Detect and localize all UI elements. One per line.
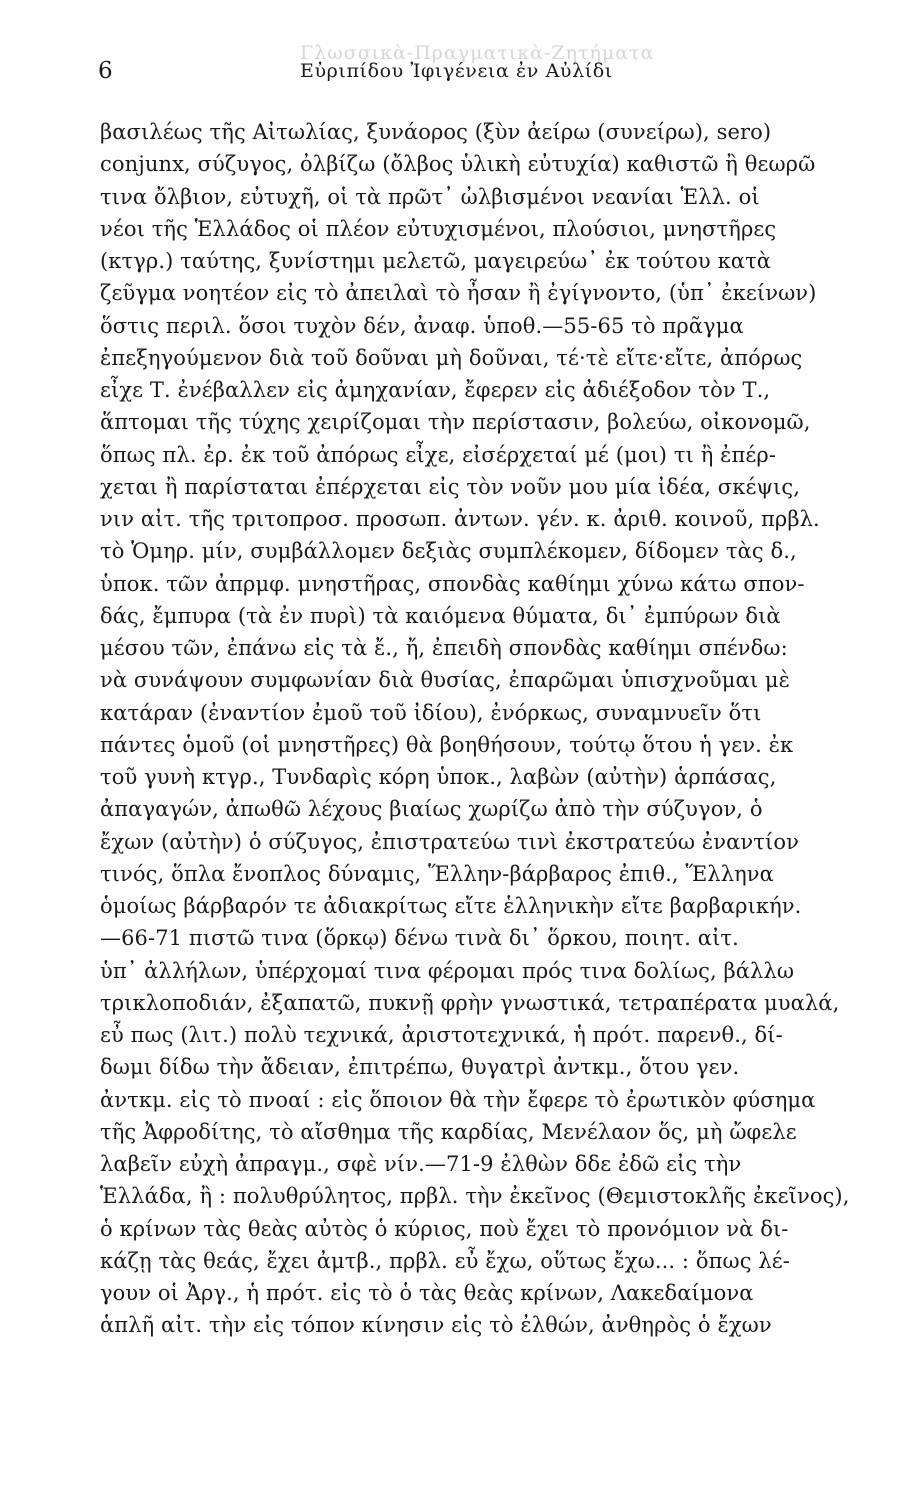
- text-line: (κτγρ.) ταύτης, ξυνίστημι μελετῶ, μαγειρεύω᾽ ἐκ τούτου κατὰ: [100, 249, 772, 273]
- text-line: τὸ Ὁμηρ. μίν, συμβάλλομεν δεξιὰς συμπλέκομεν, δίδομεν τὰς δ.,: [100, 539, 797, 564]
- text-line: τινα ὄλβιον, εὐτυχῆ, οἱ τὰ πρῶτ᾽ ὠλβισμένοι νεανίαι Ἑλλ. οἱ: [100, 184, 760, 209]
- text-line: τρικλοποδιάν, ἐξαπατῶ, πυκνῇ φρὴν γνωστικά, τετραπέρατα μυαλά,: [100, 990, 840, 1015]
- text-line: νέοι τῆς Ἑλλάδος οἱ πλέον εὐτυχισμένοι, πλούσιοι, μνηστῆρες: [100, 216, 777, 241]
- text-line: νὰ συνάψουν συμφωνίαν διὰ θυσίας, ἐπαρῶμαι ὑπισχνοῦμαι μὲ: [100, 668, 791, 693]
- text-line: ἐπεξηγούμενον διὰ τοῦ δοῦναι μὴ δοῦναι, τέ·τὲ εἴτε·εἴτε, ἀπόρως: [100, 345, 803, 370]
- text-line: τινός, ὅπλα ἔνοπλος δύναμις, Ἕλλην-βάρβαρος ἐπιθ., Ἕλληνα: [100, 861, 774, 886]
- text-line: ὑποκ. τῶν ἀπρμφ. μνηστῆρας, σπονδὰς καθίημι χύνω κάτω σπον-: [100, 571, 805, 596]
- text-line: κατάραν (ἐναντίον ἐμοῦ τοῦ ἰδίου), ἐνόρκως, συναμνυεῖν ὅτι: [100, 700, 762, 725]
- text-line: ἀντκμ. εἰς τὸ πνοαί : εἰς ὅποιον θὰ τὴν ἔφερε τὸ ἐρωτικὸν φύσημα: [100, 1087, 816, 1112]
- text-line: τῆς Ἀφροδίτης, τὸ αἴσθημα τῆς καρδίας, Μενέλαον ὅς, μὴ ὤφελε: [100, 1119, 797, 1144]
- page-header: [98, 58, 818, 88]
- text-line: κάζῃ τὰς θεάς, ἔχει ἀμτβ., πρβλ. εὖ ἔχω, οὕτως ἔχω... : ὅπως λέ-: [100, 1248, 790, 1273]
- text-line: ἁπλῆ αἰτ. τὴν εἰς τόπον κίνησιν εἰς τὸ ἐλθών, ἀνθηρὸς ὁ ἔχων: [100, 1313, 772, 1338]
- text-line: νιν αἰτ. τῆς τριτοπροσ. προσωπ. ἀντων. γέν. κ. ἀριθ. κοινοῦ, πρβλ.: [100, 507, 820, 531]
- text-line: τοῦ γυνὴ κτγρ., Τυνδαρὶς κόρη ὑποκ., λαβὼν (αὐτὴν) ἁρπάσας,: [100, 765, 777, 789]
- text-line: ὑπ᾽ ἀλλήλων, ὑπέρχομαί τινα φέρομαι πρός τινα δολίως, βάλλω: [100, 958, 795, 983]
- text-line: ἅπτομαι τῆς τύχης χειρίζομαι τὴν περίστασιν, βολεύω, οἰκονομῶ,: [100, 410, 811, 435]
- text-line: λαβεῖν εὐχὴ ἀπραγμ., σφὲ νίν.—71-9 ἐλθὼν δδε ἐδῶ εἰς τὴν: [100, 1152, 742, 1176]
- text-line: ὅπως πλ. ἐρ. ἐκ τοῦ ἀπόρως εἶχε, εἰσέρχεταί μέ (μοι) τι ἢ ἐπέρ-: [100, 442, 777, 467]
- text-line: δάς, ἔμπυρα (τὰ ἐν πυρὶ) τὰ καιόμενα θύματα, δι᾽ ἐμπύρων διὰ: [100, 603, 781, 628]
- page-number: 6: [98, 58, 113, 84]
- text-line: πάντες ὁμοῦ (οἱ μνηστῆρες) θὰ βοηθήσουν, τούτῳ ὅτου ἡ γεν. ἐκ: [100, 732, 794, 757]
- text-line: —66-71 πιστῶ τινα (ὅρκῳ) δένω τινὰ δι᾽ ὅρκου, ποιητ. αἰτ.: [100, 926, 739, 951]
- text-line: γουν οἱ Ἀργ., ἡ πρότ. εἰς τὸ ὁ τὰς θεὰς κρίνων, Λακεδαίμονα: [100, 1281, 754, 1305]
- bleed-through-text: Γλωσσικὰ-Πραγματικὰ-Ζητήματα: [300, 42, 655, 64]
- text-line: ὅστις περιλ. ὅσοι τυχὸν δέν, ἀναφ. ὑποθ.—55-65 τὸ πρᾶγμα: [100, 313, 744, 338]
- text-line: εὖ πως (λιτ.) πολὺ τεχνικά, ἀριστοτεχνικά, ἡ πρότ. παρενθ., δί-: [100, 1023, 783, 1047]
- text-line: ἔχων (αὐτὴν) ὁ σύζυγος, ἐπιστρατεύω τινὶ ἐκστρατεύω ἐναντίον: [100, 829, 799, 854]
- text-line: conjunx, σύζυγος, ὀλβίζω (ὄλβος ὑλικὴ εὐτυχία) καθιστῶ ἢ θεωρῶ: [100, 152, 816, 177]
- text-line: χεται ἢ παρίσταται ἐπέρχεται εἰς τὸν νοῦν μου μία ἰδέα, σκέψις,: [100, 474, 800, 499]
- text-line: δωμι δίδω τὴν ἄδειαν, ἐπιτρέπω, θυγατρὶ ἀντκμ., ὅτου γεν.: [100, 1055, 740, 1080]
- text-line: εἶχε Τ. ἐνέβαλλεν εἰς ἀμηχανίαν, ἔφερεν εἰς ἀδιέξοδον τὸν Τ.,: [100, 378, 771, 402]
- text-line: ὁμοίως βάρβαρόν τε ἀδιακρίτως εἴτε ἑλληνικὴν εἴτε βαρβαρικήν.: [100, 894, 802, 918]
- text-line: Ἑλλάδα, ἢ : πολυθρύλητος, πρβλ. τὴν ἐκεῖνος (Θεμιστοκλῆς ἐκεῖνος),: [100, 1184, 850, 1209]
- commentary-text: [100, 116, 890, 1342]
- text-line: ὁ κρίνων τὰς θεὰς αὐτὸς ὁ κύριος, ποὺ ἔχει τὸ προνόμιον νὰ δι-: [100, 1216, 789, 1241]
- text-line: ζεῦγμα νοητέον εἰς τὸ ἀπειλαὶ τὸ ἦσαν ἢ ἐγίγνοντο, (ὑπ᾽ ἐκείνων): [100, 281, 817, 306]
- text-line: μέσου τῶν, ἐπάνω εἰς τὰ ἔ., ἤ, ἐπειδὴ σπονδὰς καθίημι σπένδω:: [100, 636, 788, 660]
- running-title: Εὐριπίδου Ἰφιγένεια ἐν Αὐλίδι: [300, 60, 613, 82]
- text-line: ἀπαγαγών, ἀπωθῶ λέχους βιαίως χωρίζω ἀπὸ τὴν σύζυγον, ὁ: [100, 797, 763, 822]
- text-line: βασιλέως τῆς Αἰτωλίας, ξυνάορος (ξὺν ἀείρω (συνείρω), sero): [100, 120, 772, 144]
